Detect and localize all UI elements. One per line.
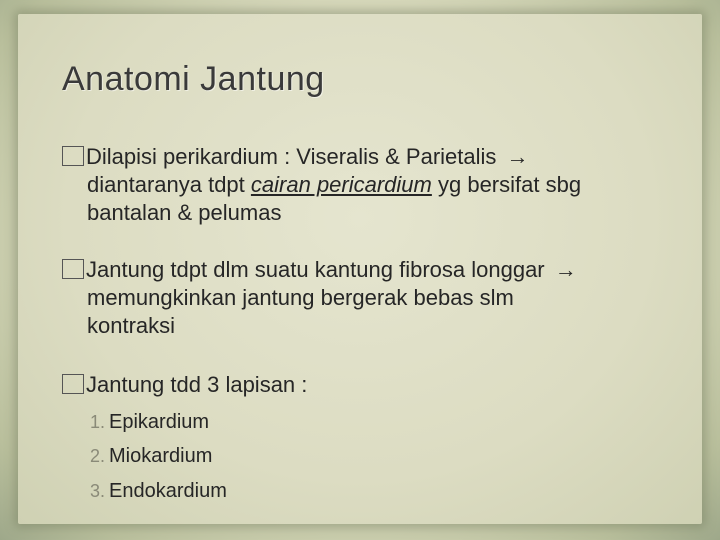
bullet-box-icon [62,259,84,279]
bullet-3 [62,371,702,399]
bullet-1-line-2-end: yg bersifat sbg [431,172,582,197]
bullet-1 [62,143,702,227]
layer-number: 2. [90,446,106,466]
bullet-1-line-2-start: diantaranya tdpt [87,172,251,197]
bullet-2-line-1: Jantung tdpt dlm suatu kantung fibrosa longgar [86,257,545,282]
bullet-2-line-2: memungkinkan jantung bergerak bebas slm [87,285,514,310]
emphasis-cairan-pericardium: cairan pericardium [250,172,432,197]
right-arrow-icon: → [554,257,577,282]
bullet-1-line-1: Dilapisi perikardium : Viseralis & Parietalis [86,144,497,169]
layer-item-2 [90,444,212,468]
right-arrow-icon: → [506,144,529,169]
layer-label: Epikardium [109,411,210,433]
layer-item-1 [90,410,209,434]
bullet-3-line-1: Jantung tdd 3 lapisan : [86,372,308,397]
layer-label: Endokardium [109,480,227,502]
bullet-box-icon [62,374,84,394]
layer-label: Miokardium [109,445,213,467]
bullet-1-line-2 [62,171,702,199]
layer-item-3 [90,479,227,503]
layer-number: 3. [90,481,106,501]
bullet-1-line-3: bantalan & pelumas [87,200,282,225]
layer-number: 1. [90,412,106,432]
bullet-2-line-3: kontraksi [87,313,176,338]
bullet-box-icon [62,146,84,166]
slide-title: Anatomi Jantung [62,60,325,98]
bullet-2 [62,256,702,340]
